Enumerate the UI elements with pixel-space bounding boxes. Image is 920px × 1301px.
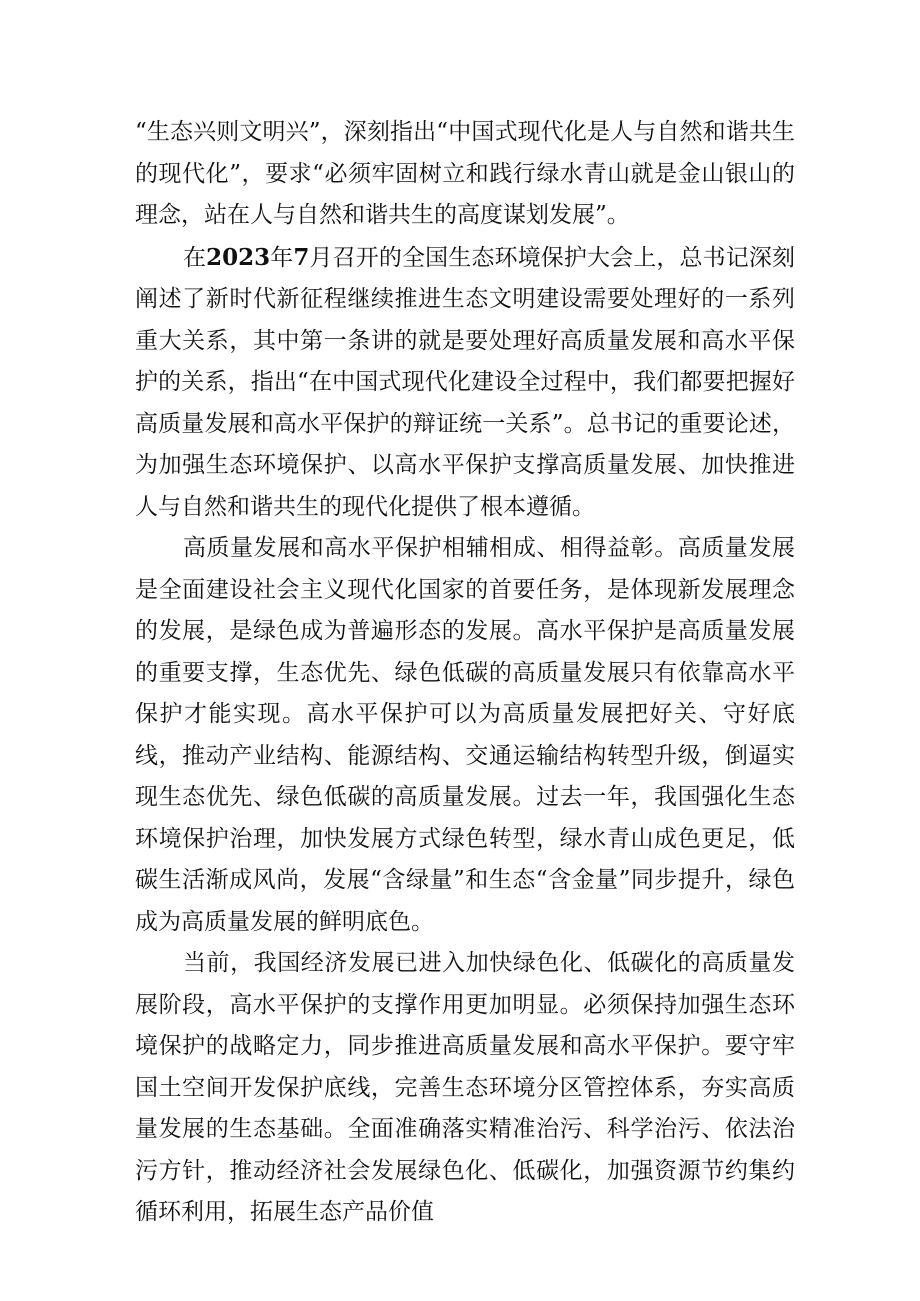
meeting-year: 2023 [206,243,271,271]
meeting-month: 7 [293,243,310,271]
paragraph-2-lead: 在 [183,244,207,271]
paragraph-2 [135,237,795,529]
paragraph-1: “生态兴则文明兴”，深刻指出“中国式现代化是人与自然和谐共生的现代化”，要求“必须牢固树立和践行绿水青山就是金山银山的理念，站在人与自然和谐共生的高度谋划发展”。 [135,119,795,228]
paragraph-2-body: 月召开的全国生态环境保护大会上，总书记深刻阐述了新时代新征程继续推进生态文明建设需要处理好的一系列重大关系，其中第一条讲的就是要处理好高质量发展和高水平保护的关系，指出“在中国式现代化建设全过程中，我们都要把握好高质量发展和高水平保护的辩证统一关系”。总书记的重要论述，为加强生态环境保护、以高水平保护支撑高质量发展、加快推进人与自然和谐共生的现代化提供了根本遵循。 [135,244,796,520]
paragraph-3: 高质量发展和高水平保护相辅相成、相得益彰。高质量发展是全面建设社会主义现代化国家的首要任务，是体现新发展理念的发展，是绿色成为普遍形态的发展。高水平保护是高质量发展的重要支撑，生态优先、绿色低碳的高质量发展只有依靠高水平保护才能实现。高水平保护可以为高质量发展把好关、守好底线，推动产业结构、能源结构、交通运输结构转型升级，倒逼实现生态优先、绿色低碳的高质量发展。过去一年，我国强化生态环境保护治理，加快发展方式绿色转型，绿水青山成色更足，低碳生活渐成风尚，发展“含绿量”和生态“含金量”同步提升，绿色成为高质量发展的鲜明底色。 [135,535,795,935]
paragraph-4: 当前，我国经济发展已进入加快绿色化、低碳化的高质量发展阶段，高水平保护的支撑作用更加明显。必须保持加强生态环境保护的战略定力，同步推进高质量发展和高水平保护。要守牢国土空间开发保护底线，完善生态环境分区管控体系，夯实高质量发展的生态基础。全面准确落实精准治污、科学治污、依法治污方针，推动经济社会发展绿色化、低碳化，加强资源节约集约循环利用，拓展生态产品价值 [135,950,795,1225]
year-suffix: 年 [270,244,294,271]
document-body [135,112,795,1234]
